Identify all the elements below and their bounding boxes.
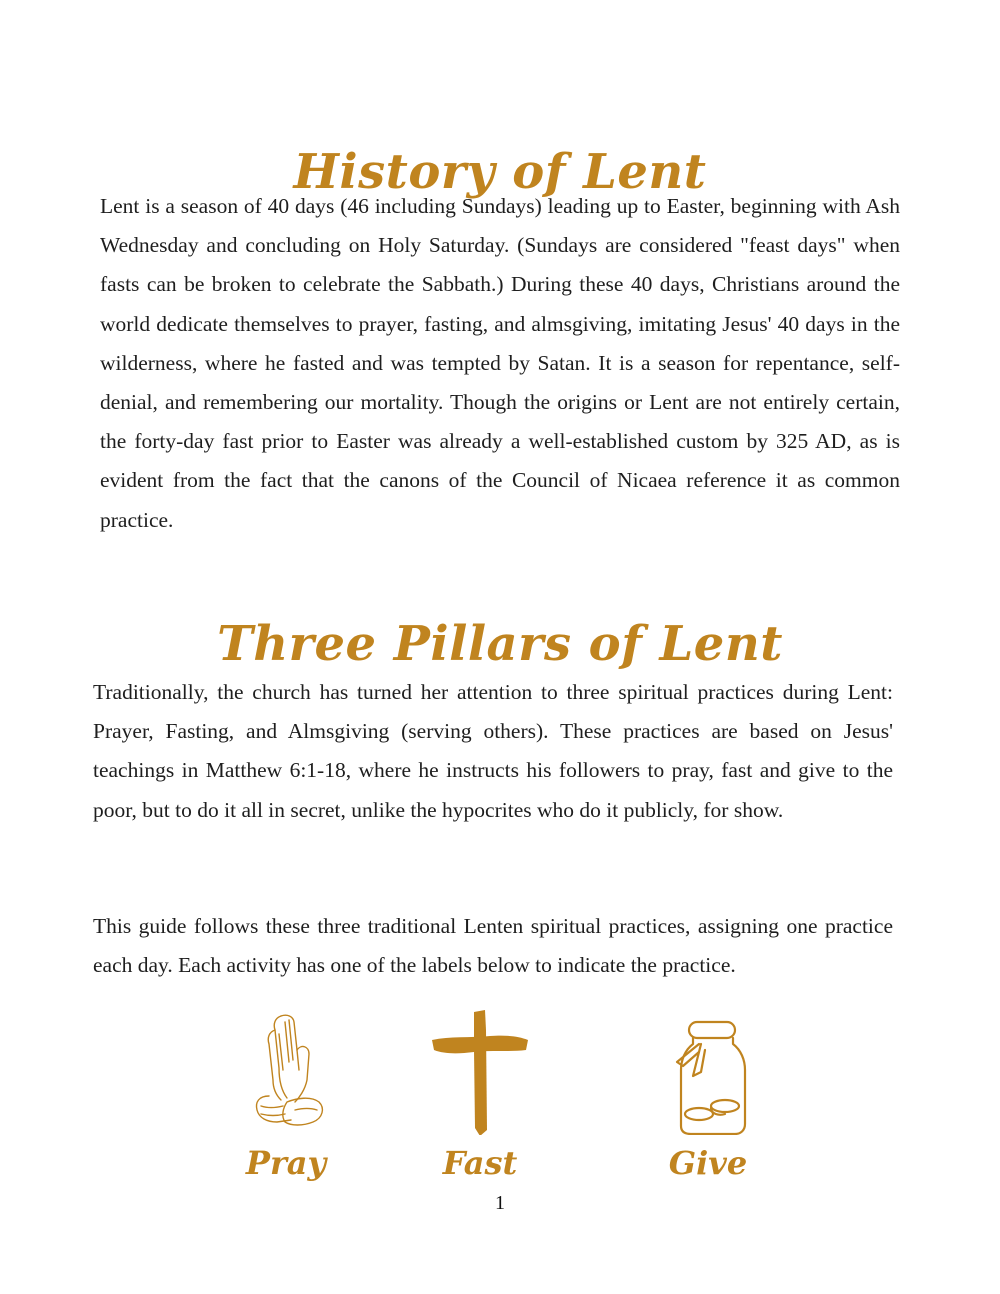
cross-icon	[430, 1010, 530, 1135]
history-paragraph: Lent is a season of 40 days (46 including Sundays) leading up to Easter, beginning with Ash Wednesday and concluding on Holy Saturday. (Sundays are considered "feast days" when fasts can be broken to celebrate the Sabbath.) During these 40 days, Christians around the world dedicate themselves to prayer, fasting, and almsgiving, imitating Jesus' 40 days in the wilderness, where he fasted and was tempted by Satan. It is a season for repentance, self-denial, and remembering our mortality. Though the origins or Lent are not entirely certain, the forty-day fast prior to Easter was already a well-established custom by 325 AD, as is evident from the fact that the canons of the Council of Nicaea reference it as common practice.	[100, 194, 900, 532]
pillars-paragraph-2: This guide follows these three traditional Lenten spiritual practices, assigning one practice each day. Each activity has one of the labels below to indicate the practice.	[93, 914, 893, 978]
give-label: Give	[668, 1144, 748, 1182]
pillars-paragraph-1: Traditionally, the church has turned her attention to three spiritual practices during Lent: Prayer, Fasting, and Almsgiving (serving others). These practices are based on Jesus' teachings in Matthew 6:1-18, where he instructs his followers to pray, fast and give to the poor, but to do it all in secret, unlike the hypocrites who do it publicly, for show.	[93, 680, 893, 822]
fast-label: Fast	[442, 1144, 518, 1182]
practice-pray	[206, 1010, 366, 1183]
history-title: History of Lent	[293, 144, 707, 201]
coin-jar-icon	[663, 1010, 753, 1135]
pillars-title: Three Pillars of Lent	[217, 616, 783, 673]
practice-fast	[400, 1010, 560, 1183]
pray-label: Pray	[245, 1144, 327, 1182]
practice-give	[628, 1010, 788, 1183]
praying-hands-icon	[241, 1010, 331, 1135]
page-number: 1	[495, 1192, 505, 1214]
